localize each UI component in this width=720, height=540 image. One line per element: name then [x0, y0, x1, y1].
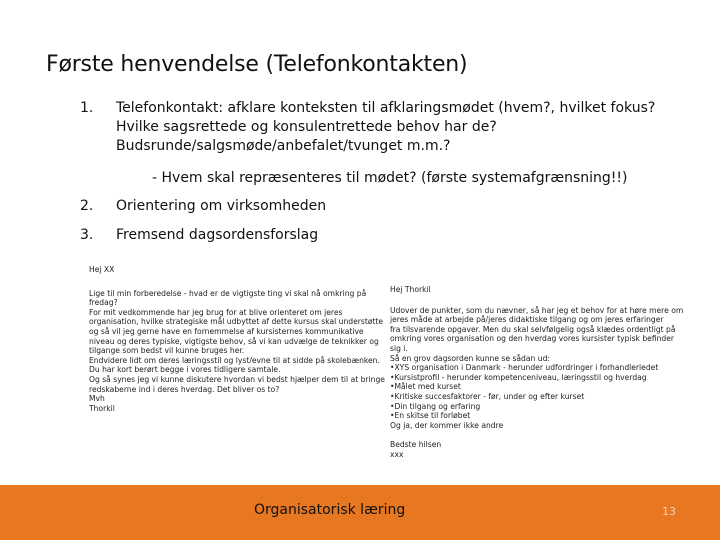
email-greeting: Hej XX [89, 265, 115, 274]
list-number: 2. [80, 198, 94, 214]
email-line: jeres måde at arbejde på/jeres didaktiske tilgang og om jeres erfaringer [390, 315, 664, 325]
email-line: redskaberne ind i deres hverdag. Det bliver os to? [89, 384, 280, 394]
page-number: 13 [662, 505, 676, 518]
list-text: Fremsend dagsordensforslag [116, 227, 319, 243]
email-line: Udover de punkter, som du nævner, så har jeg et behov for at høre mere om [390, 305, 684, 315]
email-line: organisation, hvilke strategiske mål udbyttet af dette kursus skal understøtte [89, 317, 384, 327]
email-greeting: Hej Thorkil [390, 285, 431, 294]
email-line: Og ja, der kommer ikke andre [390, 420, 504, 430]
list-number: 3. [80, 227, 94, 243]
email-line: niveau og deres typiske, vigtigste behov, så vi kan udvælge de teknikker og [89, 336, 379, 346]
email-closing: Bedste hilsen [390, 440, 442, 450]
email-line: tilgange som bedst vil kunne bruges her. [89, 346, 245, 356]
list-text: Orientering om virksomheden [116, 198, 327, 214]
sub-point: - Hvem skal repræsenteres til mødet? (første systemafgrænsning!!) [152, 170, 628, 186]
email-line: •XYS organisation i Danmark - herunder udfordringer i forhandlerledet [390, 363, 659, 373]
email-line: fredag? [89, 298, 118, 308]
email-line: For mit vedkommende har jeg brug for at blive orienteret om jeres [89, 307, 343, 317]
email-line: •Kritiske succesfaktorer - før, under og efter kurset [390, 391, 585, 401]
email-line: Mvh [89, 394, 105, 404]
email-line: •En skitse til forløbet [390, 411, 471, 421]
email-line: •Kursistprofil - herunder kompetenceniveau, læringsstil og hverdag [390, 372, 647, 382]
list-number: 1. [80, 100, 94, 116]
email-line: Thorkil [89, 403, 115, 413]
email-line: sig i. [390, 343, 408, 353]
email-right [390, 285, 690, 460]
email-line: •Målet med kurset [390, 382, 461, 392]
email-line: Og så synes jeg vi kunne diskutere hvordan vi bedst hjælper dem til at bringe [89, 374, 385, 384]
email-line: Så en grov dagsorden kunne se sådan ud: [390, 353, 550, 363]
slide-title: Første henvendelse (Telefonkontakten) [46, 52, 468, 77]
email-line: og så vil jeg gerne have en fornemmelse af kursisternes kommunikative [89, 326, 364, 336]
list-text: Telefonkontakt: afklare konteksten til afklaringsmødet (hvem?, hvilket fokus? Hvilke sagsrettede og konsulentrettede behov har de? Budsrunde/salgsmøde/anbefalet/tvunget m.m.? [116, 100, 656, 154]
email-line: Endvidere lidt om deres læringsstil og lyst/evne til at sidde på skolebænken. [89, 355, 380, 365]
email-signature: xxx [390, 449, 404, 459]
footer-title: Organisatorisk læring [254, 502, 406, 518]
email-line: Du har kort berørt begge i vores tidligere samtale. [89, 365, 281, 375]
email-line: fra tilsvarende opgaver. Men du skal selvfølgelig også klædes ordentligt på [390, 324, 676, 334]
email-left [89, 265, 385, 413]
footer-bar [0, 485, 720, 540]
email-line: Lige til min forberedelse - hvad er de vigtigste ting vi skal nå omkring på [89, 288, 367, 298]
email-line: •Din tilgang og erfaring [390, 401, 481, 411]
email-line: omkring vores organisation og den hverdag vores kursister typisk befinder [390, 334, 675, 344]
